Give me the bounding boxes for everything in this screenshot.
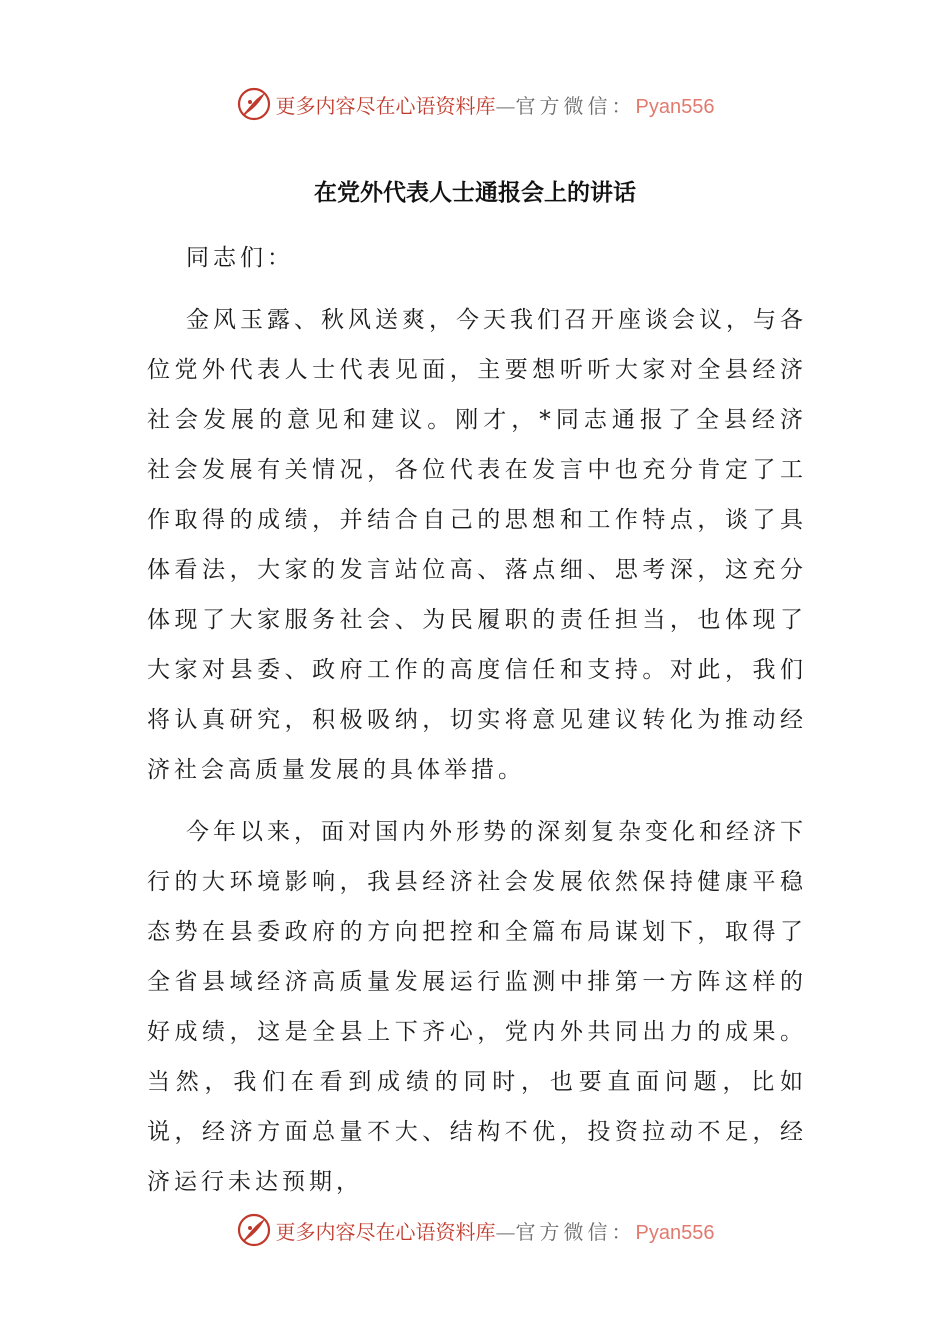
paragraph-2: 今年以来，面对国内外形势的深刻复杂变化和经济下行的大环境影响，我县经济社会发展依然保持健康平稳态势在县委政府的方向把控和全篇布局谋划下，取得了全省县域经济高质量发展运行监测中排第一方阵这样的好成绩，这是全县上下齐心，党内外共同出力的成果。当然，我们在看到成绩的同时，也要直面问题，比如说，经济方面总量不大、结构不优，投资拉动不足，经济运行未达预期，: [147, 819, 807, 1195]
salutation: 同志们：: [186, 245, 294, 271]
banner-brand: 更多内容尽在心语资料库: [275, 1219, 496, 1244]
banner-wechat-id: Pyan556: [635, 95, 715, 118]
banner-wechat-id: Pyan556: [635, 1221, 715, 1244]
quill-logo-icon: [236, 1212, 272, 1248]
banner-separator: —: [495, 93, 516, 118]
banner-wechat-label: 官方微信：: [515, 1219, 636, 1244]
header-banner: [0, 82, 950, 126]
banner-text: [276, 90, 715, 119]
document-title: 在党外代表人士通报会上的讲话: [314, 180, 636, 206]
banner-wechat-label: 官方微信：: [515, 93, 636, 118]
banner-text: [276, 1216, 715, 1245]
banner-separator: —: [495, 1219, 516, 1244]
document-body: [147, 233, 807, 1219]
paragraph-1: 金风玉露、秋风送爽，今天我们召开座谈会议，与各位党外代表人士代表见面，主要想听听大家对全县经济社会发展的意见和建议。刚才，*同志通报了全县经济社会发展有关情况，各位代表在发言中也充分肯定了工作取得的成绩，并结合自己的思想和工作特点，谈了具体看法，大家的发言站位高、落点细、思考深，这充分体现了大家服务社会、为民履职的责任担当，也体现了大家对县委、政府工作的高度信任和支持。对此，我们将认真研究，积极吸纳，切实将意见建议转化为推动经济社会高质量发展的具体举措。: [147, 307, 807, 783]
quill-logo-icon: [236, 86, 272, 122]
footer-banner: [0, 1208, 950, 1252]
banner-brand: 更多内容尽在心语资料库: [275, 93, 496, 118]
